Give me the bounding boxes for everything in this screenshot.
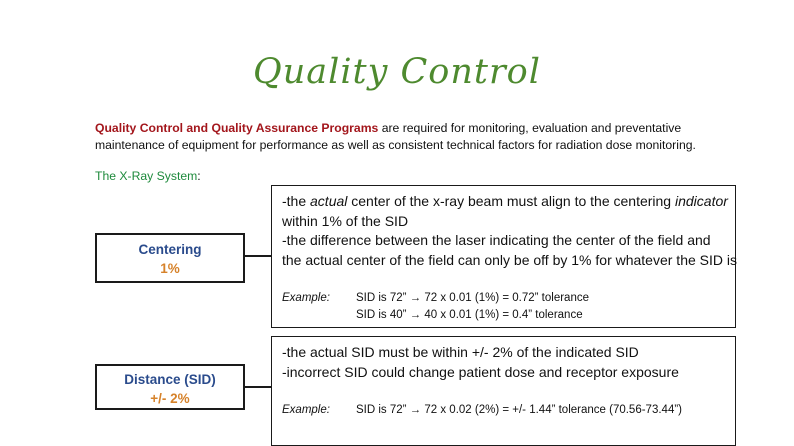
distance-name: Distance (SID) (124, 372, 216, 387)
centering-line-1-em-indicator: indicator (675, 193, 728, 209)
section-colon: : (197, 169, 201, 183)
intro-highlight: Quality Control and Quality Assurance Programs (95, 121, 379, 135)
distance-connector (245, 386, 272, 388)
centering-label-box (95, 233, 245, 283)
section-heading (95, 169, 201, 183)
centering-line-3: -the difference between the laser indicating the center of the field and (282, 232, 711, 248)
centering-value: 1% (160, 261, 180, 276)
distance-label-box (95, 364, 245, 410)
section-label: The X-Ray System (95, 169, 198, 183)
intro-paragraph (95, 120, 735, 154)
intro-text-line2: maintenance of equipment for performance as well as consistent technical factors for radiation dose monitoring. (95, 138, 696, 152)
distance-value: +/- 2% (150, 391, 190, 406)
page-title: Quality Control (253, 52, 541, 92)
centering-name: Centering (138, 242, 202, 257)
distance-example-label: Example: (282, 404, 330, 416)
distance-example-line-1: SID is 72” → 72 x 0.02 (2%) = +/- 1.44” tolerance (70.56-73.44”) (356, 404, 682, 416)
centering-example-line-1: SID is 72” → 72 x 0.01 (1%) = 0.72” tolerance (356, 292, 589, 304)
centering-example-line-2: SID is 40” → 40 x 0.01 (1%) = 0.4” tolerance (356, 309, 583, 321)
centering-description-box (271, 185, 736, 328)
centering-line-1-b: center of the x-ray beam must align to the centering (347, 193, 675, 209)
distance-line-2: -incorrect SID could change patient dose and receptor exposure (282, 363, 679, 380)
centering-line-2: within 1% of the SID (282, 212, 409, 229)
centering-line-1 (282, 192, 735, 212)
centering-line-1-a: -the (282, 193, 311, 209)
centering-line-4: the actual center of the field can only be off by 1% for whatever the SID is (282, 251, 737, 268)
centering-line-1-em-actual: actual (310, 193, 348, 209)
distance-line-1: -the actual SID must be within +/- 2% of the indicated SID (282, 344, 639, 360)
centering-connector (245, 255, 272, 257)
distance-description-box (271, 336, 736, 446)
intro-text: are required for monitoring, evaluation and preventative (378, 121, 682, 135)
centering-example-label: Example: (282, 292, 330, 304)
